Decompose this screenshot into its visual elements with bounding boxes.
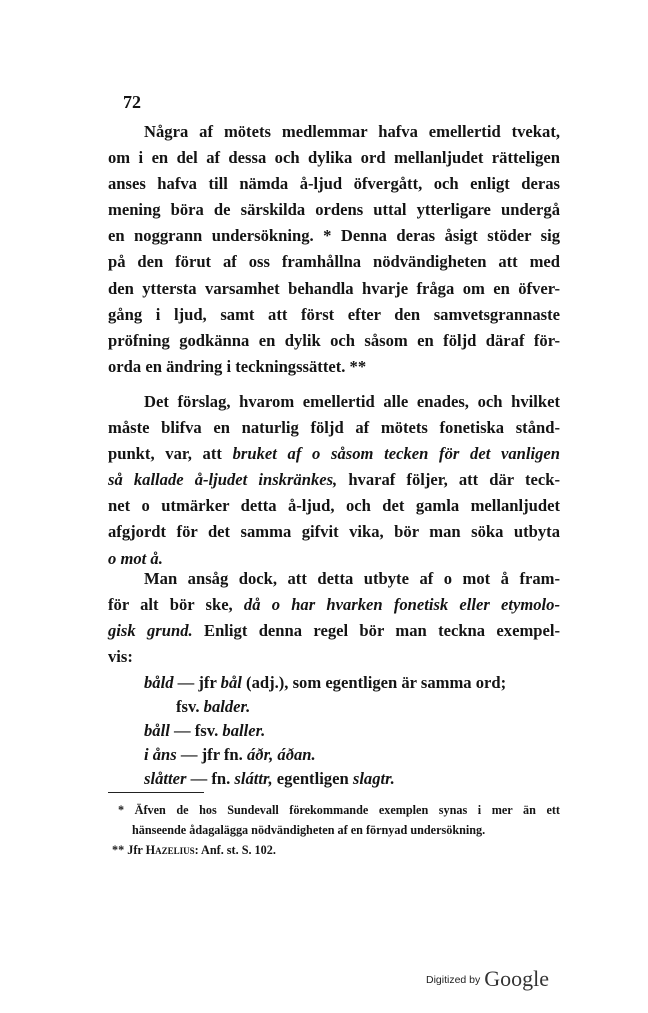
footnote-2 xyxy=(108,840,560,860)
text-span: Anf. st. S. 102. xyxy=(198,843,276,857)
page-number: 72 xyxy=(123,92,141,112)
digitized-by-watermark xyxy=(426,966,549,992)
italic-span: då o har hvarken fonetisk eller etymolo- xyxy=(243,595,560,615)
text-span: — fn. xyxy=(186,769,235,788)
example-ball xyxy=(144,718,265,744)
italic-span: sláttr, xyxy=(234,769,273,788)
text-line: anses hafva till nämda å-ljud öfvergått, och enligt deras xyxy=(108,174,560,194)
text-line: orda en ändring i teckningssättet. ** xyxy=(108,356,367,376)
text-line: Det förslag, hvarom emellertid alle enades, och hvilket xyxy=(144,392,560,411)
example-bald-cont xyxy=(176,694,250,720)
author-name: Hazelius: xyxy=(145,843,199,857)
italic-span: slagtr. xyxy=(352,769,395,788)
text-span: punkt, var, att xyxy=(108,444,233,464)
text-span: Enligt denna regel bör man teckna exempel- xyxy=(192,621,560,641)
text-line xyxy=(108,618,560,644)
text-line: mening böra de särskilda ordens uttal ytterligare undergå xyxy=(108,200,560,220)
italic-span: så kallade å-ljudet inskränkes, xyxy=(108,470,338,490)
footnote-divider xyxy=(108,792,204,793)
text-span: (adj.), som egentligen är samma ord; xyxy=(241,673,507,692)
text-line: en noggrann undersökning. * Denna deras åsigt stöder sig xyxy=(108,226,560,246)
text-line: Några af mötets medlemmar hafva emellertid tvekat, xyxy=(144,122,560,141)
example-word: slåtter xyxy=(144,769,187,788)
example-i-ans xyxy=(144,742,316,768)
text-line: måste blifva en naturlig följd af mötets fonetiska stånd- xyxy=(108,418,560,438)
footnote-1-line-2: hänseende ådagalägga nödvändigheten af en förnyad undersökning. xyxy=(132,823,486,837)
italic-span: baller. xyxy=(222,721,266,740)
italic-span: bål xyxy=(220,673,242,692)
example-word: i åns xyxy=(144,745,177,764)
text-span: fsv. xyxy=(176,697,204,716)
watermark-prefix: Digitized by xyxy=(426,974,481,986)
text-line: net o utmärker detta å-ljud, och det gamla mellanljudet xyxy=(108,496,560,516)
paragraph-3 xyxy=(108,566,560,670)
example-slatter xyxy=(144,766,395,792)
text-span: hvaraf följer, att där teck- xyxy=(337,470,560,490)
text-span: egentligen xyxy=(272,769,353,788)
text-line: den yttersta varsamhet behandla hvarje fråga om en öfver- xyxy=(108,278,560,298)
google-logo-text: Google xyxy=(484,966,550,991)
paragraph-1 xyxy=(108,119,560,380)
italic-span: áðr, áðan. xyxy=(246,745,316,764)
italic-span: bruket af o såsom tecken för det vanligen xyxy=(232,444,560,464)
text-line: vis: xyxy=(108,647,133,667)
text-line xyxy=(108,592,560,618)
text-line: gång i ljud, samt att först efter den samvetsgrannaste xyxy=(108,304,560,324)
example-word: båld xyxy=(144,673,174,692)
example-word: båll xyxy=(144,721,170,740)
text-line: pröfning godkänna en dylik och såsom en följd däraf för- xyxy=(108,330,560,350)
text-span: ** Jfr xyxy=(112,843,146,857)
text-span: — jfr fn. xyxy=(176,745,247,764)
italic-span: o mot å. xyxy=(108,548,163,568)
text-span: — fsv. xyxy=(169,721,223,740)
text-line xyxy=(108,467,560,493)
italic-span: balder. xyxy=(203,697,251,716)
footnote-1-line-1: * Äfven de hos Sundevall förekommande exemplen synas i mer än ett xyxy=(118,803,560,817)
text-span: för alt bör ske, xyxy=(108,595,244,615)
italic-span: gisk grund. xyxy=(108,621,193,641)
text-line: på den förut af oss framhållna nödvändigheten att med xyxy=(108,252,560,272)
text-line: om i en del af dessa och dylika ord mellanljudet rätteligen xyxy=(108,148,560,168)
text-line: Man ansåg dock, att detta utbyte af o mot å fram- xyxy=(144,569,560,588)
paragraph-2 xyxy=(108,389,560,572)
example-bald xyxy=(144,670,506,696)
text-line xyxy=(108,441,560,467)
text-span: — jfr xyxy=(173,673,221,692)
footnotes xyxy=(108,800,560,860)
text-line: afgjordt för det samma gifvit vika, bör man söka utbyta xyxy=(108,522,560,542)
